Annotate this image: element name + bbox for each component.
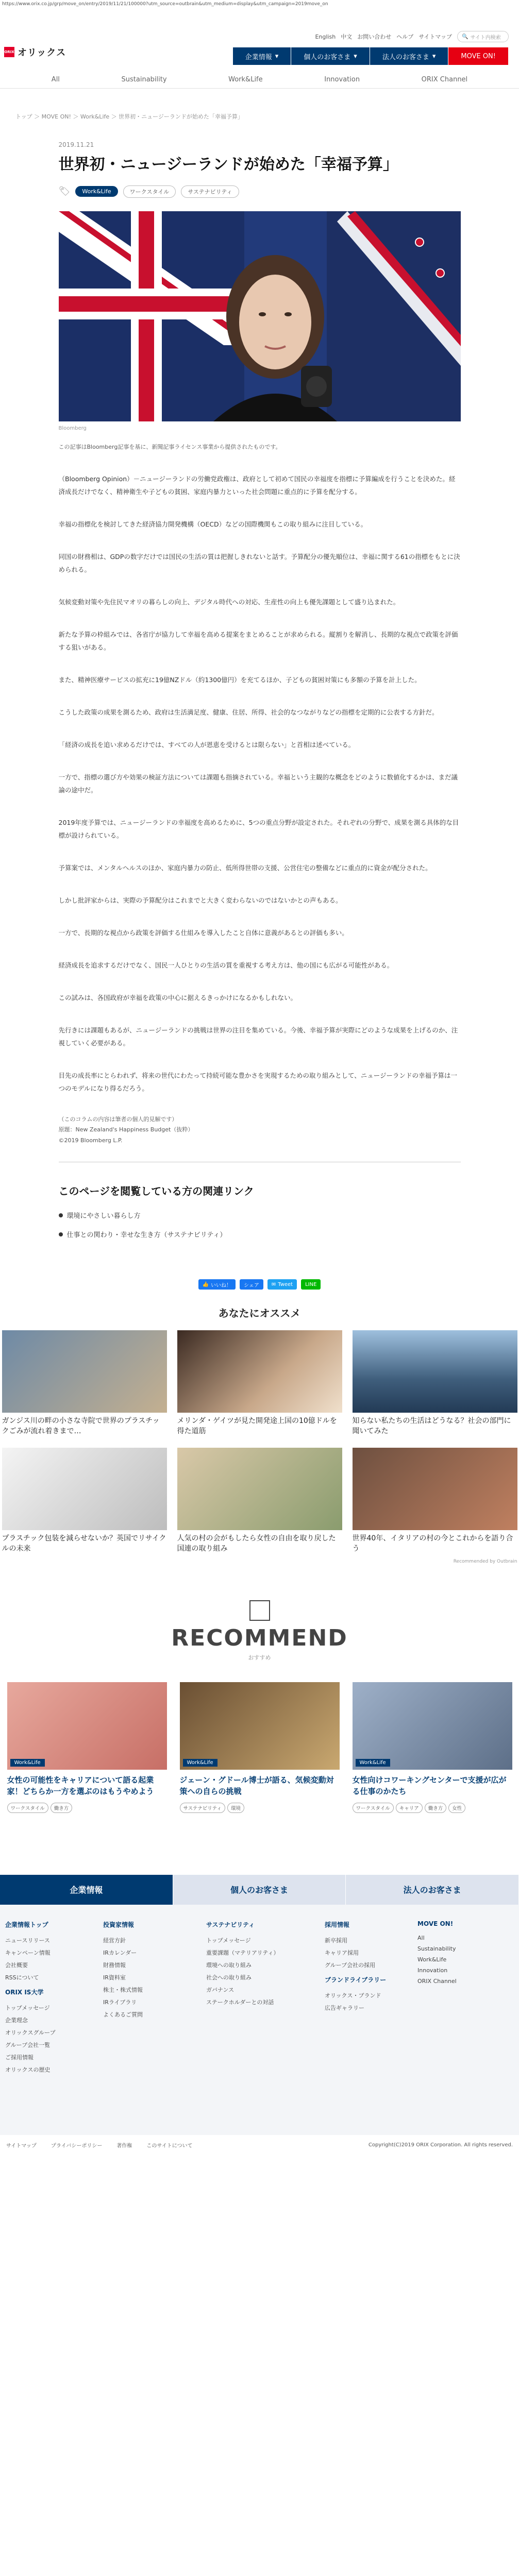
ad-card[interactable]: [2, 1330, 167, 1436]
footer-link[interactable]: IR資料室: [103, 1974, 126, 1981]
footer-col-subtitle[interactable]: ORIX IS大学: [5, 1988, 44, 1996]
facebook-like-button[interactable]: [198, 1279, 236, 1290]
recommend-tags: [353, 1803, 512, 1813]
article-paragraph: 一方で、長期的な視点から政策を評価する仕組みを導入したこと自体に意義があるとの評価も多い。: [58, 928, 348, 937]
sub-nav-worklife[interactable]: Work&Life: [228, 76, 263, 83]
article-paragraph: 2019年度予算では、ニュージーランドの幸福度を高めるために、5つの重点分野が設定された。それぞれの分野で、成果を測る具体的な目標が設けられている。: [58, 818, 459, 839]
bird-icon: ✉: [271, 1281, 276, 1287]
footer-link[interactable]: オリックス・ブランド: [325, 1992, 381, 1999]
util-link-contact[interactable]: お問い合わせ: [357, 33, 392, 40]
ad-grid: [2, 1330, 517, 1554]
footer-link[interactable]: オリックスの歴史: [5, 2066, 51, 2073]
orix-logo-text: オリックス: [18, 47, 66, 58]
article-paragraph: また、精神医療サービスの拡充に19億NZドル（約1300億円）を充てるほか、子どもの貧困対策にも多額の予算を計上した。: [58, 675, 421, 684]
footer-link[interactable]: ステークホルダーとの対話: [206, 1998, 274, 2006]
chevron-down-icon: ▾: [354, 52, 357, 60]
footer-link[interactable]: 企業理念: [5, 2016, 28, 2024]
footer-col-move-on: [417, 1920, 510, 2135]
footer-tab-corporate[interactable]: 企業情報: [0, 1875, 173, 1905]
ad-card[interactable]: [177, 1448, 342, 1554]
nav-label: 企業情報: [245, 53, 272, 61]
footer-link[interactable]: よくあるご質問: [103, 2011, 143, 2018]
ad-title: ガンジス川の畔の小さな寺院で世界のプラスチックごみが流れ着きまで…: [2, 1417, 160, 1436]
recommend-subtitle: おすすめ: [248, 1654, 271, 1662]
article-tags: [59, 185, 461, 198]
footer-link[interactable]: 重要課題（マテリアリティ）: [206, 1949, 279, 1956]
recommend-thumbnail: [7, 1682, 167, 1770]
bullet-icon: [59, 1213, 63, 1217]
recommend-card[interactable]: [7, 1682, 167, 1813]
share-label: Tweet: [278, 1281, 293, 1287]
share-label: いいね！: [211, 1282, 232, 1289]
article: [59, 121, 461, 1146]
footer-link[interactable]: ご採用情報: [5, 2054, 34, 2061]
util-link-english[interactable]: English: [315, 33, 336, 40]
footer-col-title[interactable]: 投資家情報: [103, 1921, 135, 1928]
footer-bottom-links: [6, 2141, 193, 2149]
search-icon: 🔍: [462, 33, 468, 40]
hero-photo-illustration: [59, 211, 461, 421]
ad-card[interactable]: [353, 1330, 517, 1436]
main-nav: [233, 47, 509, 65]
article-credits: [59, 1114, 461, 1147]
nav-item-personal[interactable]: [291, 47, 370, 65]
footer-link[interactable]: 会社概要: [5, 1961, 28, 1969]
ad-title: プラスチック包装を減らせないか？英国でリサイクルの未来: [2, 1534, 166, 1553]
footer-link[interactable]: トップメッセージ: [206, 1937, 251, 1944]
breadcrumb[interactable]: トップ ＞ MOVE ON! ＞ Work&Life ＞ 世界初・ニュージーランドが始めた「幸福予算」: [15, 113, 243, 120]
search-input[interactable]: [457, 31, 509, 42]
recommend-tag[interactable]: サステナビリティ: [180, 1803, 225, 1813]
footer-link[interactable]: 環境への取り組み: [206, 1961, 252, 1969]
tag-sustainability[interactable]: サステナビリティ: [181, 185, 239, 198]
footer-col-sustainability: [206, 1920, 325, 2135]
article-paragraph: 目先の成長率にとらわれず、将来の世代にわたって持続可能な豊かさを実現するための取り組みとして、ニュージーランドの幸福予算は一つのモデルになり得るだろう。: [58, 1071, 458, 1092]
footer-link[interactable]: All: [417, 1934, 425, 1941]
footer-link[interactable]: 経営方針: [103, 1937, 126, 1944]
article-title: 世界初・ニュージーランドが始めた「幸福予算」: [58, 156, 398, 174]
tag-icon: 🏷: [58, 186, 71, 197]
footer-link[interactable]: ニュースリリース: [5, 1937, 50, 1944]
article-paragraph: 一方で、指標の選び方や効果の検証方法については課題も指摘されている。幸福という主観的な概念をどのように数値化するかは、まだ議論の途中だ。: [58, 773, 458, 794]
article-paragraph: 「経済の成長を追い求めるだけでは、すべての人が恩恵を受けるとは限らない」と首相は述べている。: [58, 740, 355, 749]
related-link[interactable]: [59, 1229, 461, 1239]
footer-link[interactable]: グループ会社一覧: [5, 2041, 51, 2048]
share-label: LINE: [305, 1281, 317, 1287]
ad-thumbnail: [2, 1330, 167, 1413]
footer-tabs: [0, 1875, 519, 1905]
sub-nav: [0, 71, 519, 89]
article-lead: この記事はBloomberg記事を基に、新聞記事ライセンス事業から提供されたものです。: [58, 443, 281, 450]
footer-links: [0, 1905, 519, 2135]
recommend-title-text: 女性の可能性をキャリアについて語る起業家！どちらか一方を選ぶのはもうやめよう: [7, 1775, 154, 1796]
footer-link[interactable]: 新卒採用: [325, 1937, 347, 1944]
article-paragraph: こうした政策の成果を測るため、政府は生活満足度、健康、住居、所得、社会的なつながりなどの指標を定期的に公表する方針だ。: [58, 708, 439, 716]
recommend-tag[interactable]: 働き方: [425, 1803, 447, 1813]
recommend-header: [0, 1600, 519, 1662]
thumbs-up-icon: 👍: [202, 1281, 209, 1287]
tweet-button[interactable]: [267, 1279, 297, 1290]
article-paragraph: この試みは、各国政府が幸福を政策の中心に据えるきっかけになるかもしれない。: [58, 993, 297, 1002]
recommend-title: RECOMMEND: [171, 1625, 348, 1652]
footer-link[interactable]: ORIX Channel: [417, 1977, 457, 1985]
footer-link[interactable]: グループ会社の採用: [325, 1961, 376, 1969]
recommend-card[interactable]: [180, 1682, 340, 1813]
ad-card[interactable]: [353, 1448, 517, 1554]
recommend-thumbnail: [353, 1682, 512, 1770]
search-placeholder: サイト内検索: [470, 35, 501, 41]
related-link[interactable]: [59, 1210, 461, 1220]
footer-link[interactable]: RSSについて: [5, 1974, 39, 1981]
footer-link[interactable]: Innovation: [417, 1967, 448, 1974]
recommend-category: Work&Life: [183, 1759, 217, 1767]
recommend-title-text: 女性向けコワーキングセンターで支援が広がる仕事のかたち: [352, 1775, 507, 1796]
ad-thumbnail: [177, 1448, 342, 1530]
recommend-tag[interactable]: 働き方: [51, 1803, 73, 1813]
credit-line: 原題：New Zealand's Happiness Budget（抜粋）: [58, 1126, 194, 1133]
ad-title: 人気の村の会がもしたら女性の自由を取り戻した国連の取り組み: [177, 1534, 336, 1553]
ad-thumbnail: [353, 1330, 517, 1413]
recommend-icon: [249, 1600, 270, 1621]
nav-item-corporate[interactable]: [233, 47, 292, 65]
footer-link[interactable]: Sustainability: [417, 1945, 456, 1952]
recommend-tag[interactable]: ワークスタイル: [7, 1803, 48, 1813]
footer-link[interactable]: 広告ギャラリー: [325, 2004, 364, 2011]
related-title: このページを閲覧している方の関連リンク: [58, 1185, 254, 1198]
osusume-title: あなたにオススメ: [218, 1307, 301, 1320]
footer-col-subtitle[interactable]: ブランドライブラリー: [325, 1976, 387, 1984]
util-link-sitemap[interactable]: サイトマップ: [418, 33, 452, 40]
footer-col-title[interactable]: MOVE ON!: [417, 1920, 454, 1927]
hero-caption: Bloomberg: [58, 425, 87, 431]
article-paragraph: 幸福の指標化を検討してきた経済協力開発機構（OECD）などの国際機関もこの取り組みに注目している。: [58, 520, 367, 528]
ad-thumbnail: [353, 1448, 517, 1530]
ad-thumbnail: [2, 1448, 167, 1530]
recommend-card[interactable]: [353, 1682, 512, 1813]
util-link-chinese[interactable]: 中文: [341, 33, 353, 40]
footer-link[interactable]: キャリア採用: [325, 1949, 359, 1956]
related-links: [59, 1162, 461, 1264]
footer-col-corporate: [5, 1920, 103, 2135]
ad-title: 知らない私たちの生活はどうなる？社会の部門に聞いてみた: [352, 1417, 511, 1436]
article-paragraph: 新たな予算の枠組みでは、各省庁が協力して幸福を高める提案をまとめることが求められる。縦割りを解消し、長期的な視点で政策を評価する狙いがある。: [58, 630, 458, 651]
site-header: [0, 9, 519, 71]
article-paragraph: 経済成長を追求するだけでなく、国民一人ひとりの生活の質を重視する考え方は、他の国にも広がる可能性がある。: [58, 961, 394, 969]
article-paragraph: 予算案では、メンタルヘルスのほか、家庭内暴力の防止、低所得世帯の支援、公営住宅の整備などに重点的に資金が配分された。: [58, 863, 432, 872]
related-link-label: 環境にやさしい暮らし方: [66, 1212, 141, 1221]
url-bar[interactable]: https://www.orix.co.jp/grp/move_on/entry/2019/11/21/100000?utm_source=outbrain&utm_medium=display&utm_campaign=2019move_on: [0, 0, 519, 9]
recommend-tag[interactable]: 環境: [227, 1803, 244, 1813]
article-paragraph: しかし批評家からは、実際の予算配分はこれまでと大きく変わらないのではないかとの声もある。: [58, 896, 342, 904]
article-paragraph: 先行きには課題もあるが、ニュージーランドの挑戦は世界の注目を集めている。今後、幸福予算が実際にどのような成果を上げるのか、注視していく必要がある。: [58, 1026, 458, 1047]
related-link-label: 仕事との関わり・幸せな生き方（サステナビリティ）: [66, 1231, 227, 1240]
nav-label: 個人のお客さま: [304, 53, 351, 61]
ad-title: 世界40年、イタリアの村の今とこれからを語り合う: [352, 1534, 513, 1553]
share-buttons: [0, 1279, 519, 1290]
footer-link[interactable]: キャンペーン情報: [5, 1949, 51, 1956]
recommend-grid: [7, 1682, 512, 1813]
bullet-icon: [59, 1232, 63, 1236]
article-paragraph: （Bloomberg Opinion）－ニュージーランドの労働党政権は、政府として初めて国民の幸福度を指標に予算編成を行うことを決めた。経済成長だけでなく、精神衛生や子どもの貧困、家庭内暴力といった社会問題に重点的に予算を配分する。: [58, 474, 456, 496]
site-footer: [0, 1875, 519, 2156]
article-paragraph: 気候変動対策や先住民マオリの暮らしの向上、デジタル時代への対応、生産性の向上も優先課題として盛り込まれた。: [58, 598, 400, 606]
util-link-help[interactable]: ヘルプ: [396, 33, 414, 40]
article-paragraph: 同国の財務相は、GDPの数字だけでは国民の生活の質は把握しきれないと話す。予算配分の優先順位は、幸福に関する61の指標をもとに決められる。: [58, 552, 460, 573]
footer-link[interactable]: IRライブラリ: [103, 1998, 137, 2006]
footer-bottom: [0, 2135, 519, 2156]
footer-col-title[interactable]: 採用情報: [325, 1921, 350, 1928]
footer-col-title[interactable]: サステナビリティ: [206, 1921, 255, 1928]
footer-link[interactable]: 社会への取り組み: [206, 1974, 252, 1981]
recommend-tags: [180, 1803, 340, 1813]
ad-thumbnail: [177, 1330, 342, 1413]
tag-workstyle[interactable]: ワークスタイル: [123, 185, 176, 198]
recommend-tag[interactable]: 女性: [448, 1803, 465, 1813]
article-date: 2019.11.21: [58, 141, 94, 148]
copyright: Copyright(C)2019 ORIX Corporation. All rights reserved.: [368, 2142, 513, 2148]
footer-link[interactable]: トップメッセージ: [5, 2004, 50, 2011]
recommend-tag[interactable]: ワークスタイル: [353, 1803, 394, 1813]
recommend-category: Work&Life: [10, 1759, 45, 1767]
tag-worklife[interactable]: Work&Life: [75, 186, 118, 197]
sub-nav-sustainability[interactable]: Sustainability: [121, 76, 167, 83]
chevron-down-icon: ▾: [432, 52, 436, 60]
footer-link[interactable]: Work&Life: [417, 1956, 447, 1963]
nav-label: MOVE ON!: [461, 52, 496, 60]
recommend-thumbnail: [180, 1682, 340, 1770]
footer-tab-personal[interactable]: 個人のお客さま: [173, 1875, 346, 1905]
credit-line: （このコラムの内容は筆者の個人的見解です）: [58, 1115, 178, 1123]
recommend-category: Work&Life: [356, 1759, 390, 1767]
footer-col-investors: [103, 1920, 206, 2135]
footer-tab-business[interactable]: 法人のお客さま: [346, 1875, 519, 1905]
orix-logo-mark: ORIX: [4, 47, 14, 57]
recommend-tag[interactable]: キャリア: [396, 1803, 423, 1813]
nav-item-business[interactable]: [370, 47, 449, 65]
outbrain-credit[interactable]: Recommended by Outbrain: [453, 1559, 517, 1565]
orix-logo[interactable]: [4, 45, 66, 59]
footer-bottom-link[interactable]: サイトマップ: [6, 2143, 37, 2149]
recommend-title-text: ジェーン・グドール博士が語る、気候変動対策への自らの挑戦: [179, 1775, 334, 1796]
chevron-down-icon: ▾: [275, 52, 279, 60]
nav-label: 法人のお客さま: [382, 53, 429, 61]
hero-image: [59, 211, 461, 421]
sub-nav-innovation[interactable]: Innovation: [324, 76, 360, 83]
recommend-tags: [7, 1803, 167, 1813]
footer-link[interactable]: オリックスグループ: [5, 2029, 56, 2036]
credit-line: ©2019 Bloomberg L.P.: [58, 1137, 123, 1144]
ad-card[interactable]: [177, 1330, 342, 1436]
ad-card[interactable]: [2, 1448, 167, 1554]
facebook-share-button[interactable]: [240, 1279, 263, 1290]
footer-col-title[interactable]: 企業情報トップ: [5, 1921, 48, 1928]
share-label: シェア: [244, 1282, 259, 1289]
footer-bottom-link[interactable]: プライバシーポリシー: [51, 2143, 103, 2149]
footer-col-recruit: [325, 1920, 417, 2135]
footer-link[interactable]: 財務情報: [103, 1961, 126, 1969]
footer-link[interactable]: ガバナンス: [206, 1986, 235, 1993]
utility-links: [315, 31, 509, 42]
footer-link[interactable]: 株主・株式情報: [103, 1986, 143, 1993]
footer-bottom-link[interactable]: 著作権: [116, 2143, 132, 2149]
footer-link[interactable]: IRカレンダー: [103, 1949, 137, 1956]
line-button[interactable]: [301, 1279, 321, 1290]
nav-item-move-on[interactable]: [448, 47, 509, 65]
recommend-section: [0, 1600, 519, 1813]
ad-title: メリンダ・ゲイツが見た開発途上国の10億ドルを得た道筋: [177, 1417, 337, 1436]
sub-nav-orix-channel[interactable]: ORIX Channel: [421, 76, 468, 83]
sub-nav-all[interactable]: All: [51, 76, 60, 83]
footer-bottom-link[interactable]: このサイトについて: [146, 2143, 193, 2149]
